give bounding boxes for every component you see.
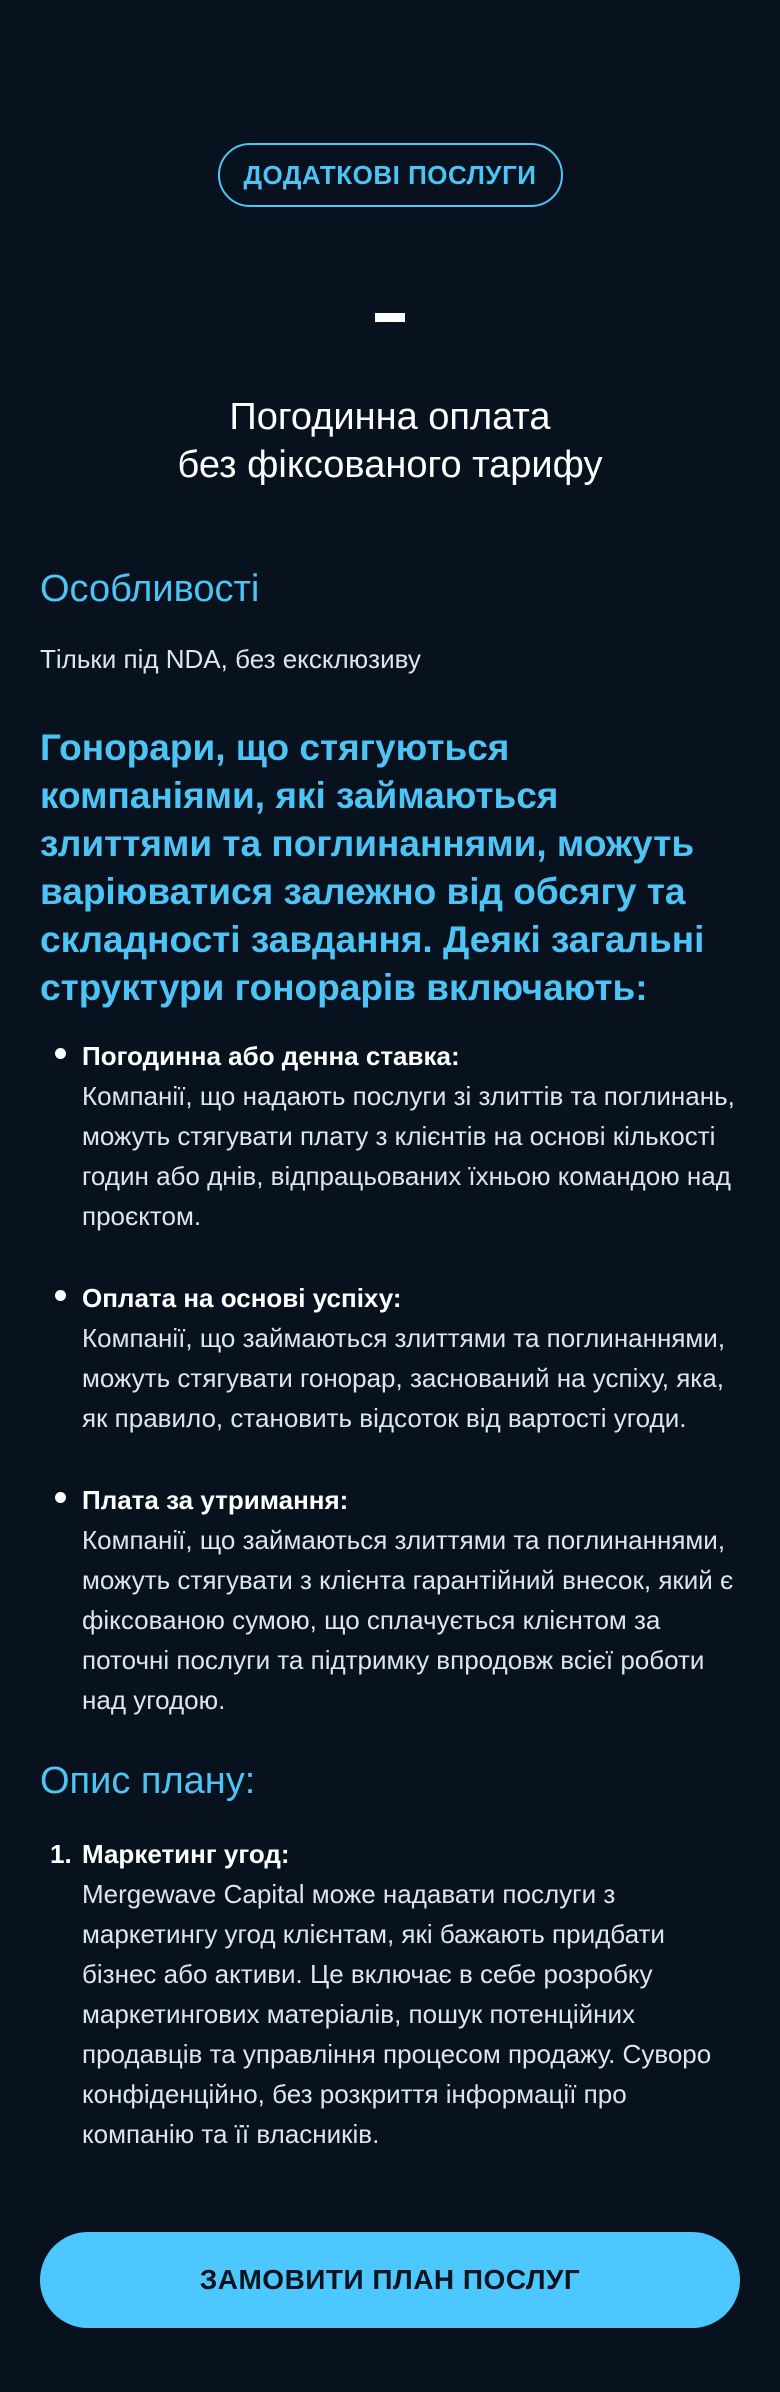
order-service-plan-button[interactable]: ЗАМОВИТИ ПЛАН ПОСЛУГ [40,2232,740,2328]
list-item-text: Компанії, що надають послуги зі злиттів та поглинань, можуть стягувати плату з клієнтів на основі кількості годин або днів, відпрацьованих їхньою командою над проєктом. [82,1081,735,1231]
list-item-number: 1. [50,1839,72,1869]
bullet-icon [55,1492,66,1503]
features-heading: Особливості [40,568,260,610]
hero-title-line-2: без фіксованого тарифу [177,444,603,486]
list-item [40,1480,740,1720]
badge-container [0,143,780,207]
divider-dash [375,313,405,322]
features-text: Тільки під NDA, без ексклюзиву [40,644,421,674]
list-item-text: Mergewave Capital може надавати послуги з маркетингу угод клієнтам, які бажають придбати бізнес або активи. Це включає в себе розробку маркетингових матеріалів, пошук потенційних продавців та управління процесом продажу. Суворо конфіденційно, без розкриття інформації про компанію та її власників. [82,1879,712,2149]
list-item-title: Маркетинг угод: [82,1839,290,1869]
hero-title-line-1: Погодинна оплата [229,396,551,438]
list-item-title: Оплата на основі успіху: [82,1283,402,1313]
fees-heading: Гонорари, що стягуються компаніями, які займаються злиттями та поглинаннями, можуть варіюватися залежно від обсягу та складності завдання. Деякі загальні структури гонорарів включають: [40,727,705,1008]
list-item [40,1834,740,2154]
additional-services-badge: ДОДАТКОВІ ПОСЛУГИ [218,143,563,207]
list-item [40,1036,740,1236]
fee-structure-list [40,1036,740,1762]
bullet-icon [55,1290,66,1301]
plan-heading: Опис плану: [40,1760,256,1802]
list-item-title: Плата за утримання: [82,1485,349,1515]
list-item-title: Погодинна або денна ставка: [82,1041,460,1071]
bullet-icon [55,1048,66,1059]
list-item-text: Компанії, що займаються злиттями та поглинаннями, можуть стягувати гонорар, заснований на успіху, яка, як правило, становить відсоток від вартості угоди. [82,1323,726,1433]
list-item [40,1278,740,1438]
list-item-text: Компанії, що займаються злиттями та поглинаннями, можуть стягувати з клієнта гарантійний внесок, який є фіксованою сумою, що сплачується клієнтом за поточні послуги та підтримку впродовж всієї роботи над угодою. [82,1525,734,1715]
plan-list [40,1834,740,2154]
hero-title [0,393,780,489]
